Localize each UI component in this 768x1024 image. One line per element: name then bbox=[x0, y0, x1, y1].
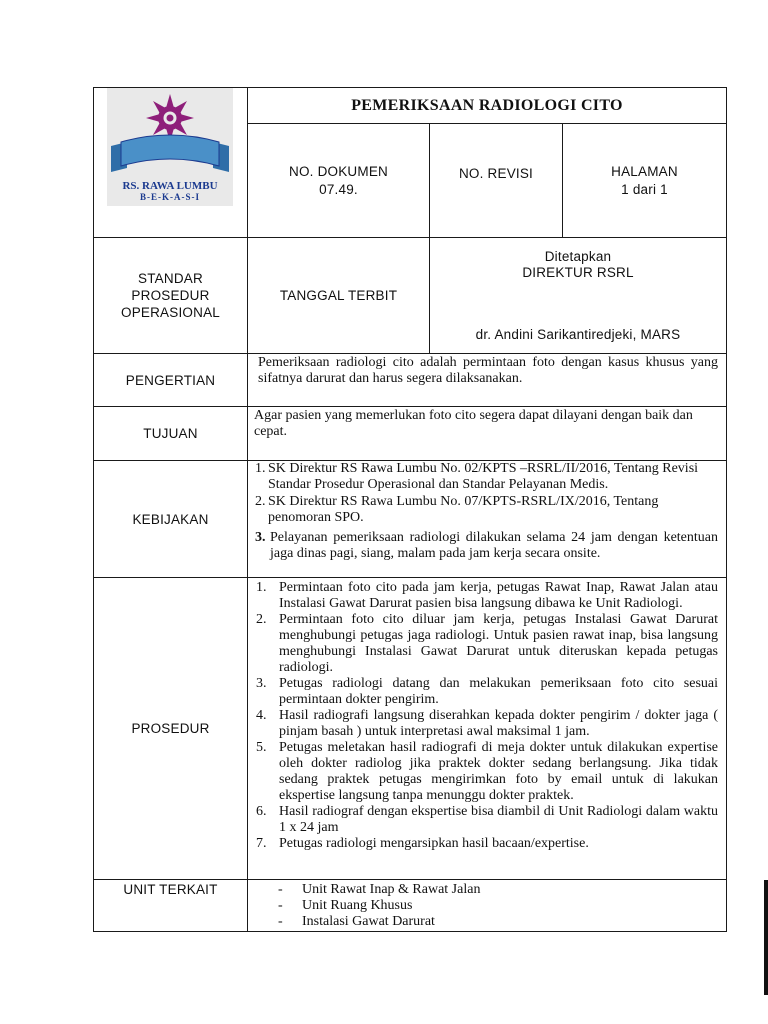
prosedur-content-cell bbox=[247, 577, 727, 880]
spo-label-line2: PROSEDUR bbox=[131, 288, 210, 303]
unit-terkait-dash: - bbox=[278, 898, 283, 913]
kebijakan-label-cell bbox=[93, 460, 248, 578]
prosedur-item-number: 5. bbox=[256, 740, 267, 755]
prosedur-item bbox=[252, 708, 718, 740]
kebijakan-item-text: SK Direktur RS Rawa Lumbu No. 07/KPTS-RSRL/IX/2016, Tentang penomoran SPO. bbox=[268, 494, 659, 525]
unit-terkait-item bbox=[278, 914, 726, 930]
prosedur-item-number: 6. bbox=[256, 804, 267, 819]
prosedur-item bbox=[252, 740, 718, 804]
doc-number-label: NO. DOKUMEN bbox=[289, 164, 388, 179]
unit-terkait-label-cell bbox=[93, 879, 248, 932]
spo-label-line3: OPERASIONAL bbox=[121, 305, 220, 320]
kebijakan-label: KEBIJAKAN bbox=[132, 511, 209, 527]
kebijakan-list bbox=[255, 461, 718, 562]
director-name: dr. Andini Sarikantiredjeki, MARS bbox=[475, 327, 681, 342]
revision-cell bbox=[429, 123, 563, 238]
title-cell bbox=[247, 87, 727, 124]
prosedur-item-number: 2. bbox=[256, 612, 267, 627]
kebijakan-item bbox=[255, 461, 718, 493]
prosedur-item-text: Petugas radiologi mengarsipkan hasil bacaan/expertise. bbox=[279, 836, 589, 851]
hospital-logo bbox=[107, 88, 233, 206]
prosedur-item bbox=[252, 676, 718, 708]
tujuan-label-cell bbox=[93, 406, 248, 461]
unit-terkait-item-text: Instalasi Gawat Darurat bbox=[302, 914, 435, 929]
kebijakan-item-number: 1. bbox=[255, 461, 266, 476]
page-cell bbox=[562, 123, 727, 238]
prosedur-item-text: Petugas meletakan hasil radiografi di meja dokter untuk dilakukan expertise oleh dokter radiolog jika praktek dokter sedang berlangsung. Jika tidak sedang praktek petugas mengirimkan foto by email untuk di lakukan ekspertise langsung tanpa menunggu dokter praktek. bbox=[279, 740, 718, 803]
logo-name-text: RS. RAWA LUMBU bbox=[122, 180, 218, 192]
unit-terkait-dash: - bbox=[278, 882, 283, 897]
kebijakan-item-number: 3. bbox=[255, 530, 266, 545]
unit-terkait-list bbox=[248, 882, 726, 930]
prosedur-item bbox=[252, 612, 718, 676]
issue-date-cell bbox=[247, 237, 430, 354]
tujuan-label: TUJUAN bbox=[143, 426, 198, 441]
tujuan-text: Agar pasien yang memerlukan foto cito segera dapat dilayani dengan baik dan cepat. bbox=[254, 408, 693, 439]
unit-terkait-item bbox=[278, 882, 726, 898]
banner-ribbon-icon bbox=[111, 135, 229, 172]
prosedur-item-text: Permintaan foto cito diluar jam kerja, petugas Instalasi Gawat Darurat menghubungi petugas jaga radiologi. Untuk pasien rawat inap, bisa langsung menghubungi Instalasi Gawat Darurat untuk diteruskan kepada petugas radiologi. bbox=[279, 612, 718, 675]
unit-terkait-dash: - bbox=[278, 914, 283, 929]
approved-line1: Ditetapkan bbox=[544, 249, 612, 264]
prosedur-item-text: Hasil radiografi langsung diserahkan kepada dokter pengirim / dokter jaga ( pinjam basah ) untuk interpretasi awal maksimal 1 jam. bbox=[279, 708, 718, 739]
doc-number-cell bbox=[247, 123, 430, 238]
hospital-logo-graphic bbox=[107, 88, 233, 206]
prosedur-item-number: 7. bbox=[256, 836, 267, 851]
prosedur-item-text: Petugas radiologi datang dan melakukan pemeriksaan foto cito sesuai permintaan dokter pengirim. bbox=[279, 676, 718, 707]
issue-date-label: TANGGAL TERBIT bbox=[279, 288, 398, 303]
document-title: PEMERIKSAAN RADIOLOGI CITO bbox=[351, 96, 623, 114]
prosedur-list bbox=[252, 580, 718, 852]
approved-line2: DIREKTUR RSRL bbox=[522, 265, 634, 280]
tujuan-content-cell bbox=[247, 406, 727, 461]
unit-terkait-item-text: Unit Rawat Inap & Rawat Jalan bbox=[302, 882, 481, 897]
unit-terkait-item-text: Unit Ruang Khusus bbox=[302, 898, 413, 913]
page-edge-mark bbox=[764, 880, 768, 995]
page-label: HALAMAN bbox=[611, 164, 678, 179]
unit-terkait-label: UNIT TERKAIT bbox=[123, 882, 218, 897]
revision-label: NO. REVISI bbox=[458, 166, 533, 181]
spo-label-line1: STANDAR bbox=[138, 271, 203, 286]
pengertian-content-cell bbox=[247, 353, 727, 407]
kebijakan-item-text: SK Direktur RS Rawa Lumbu No. 02/KPTS –RSRL/II/2016, Tentang Revisi Standar Prosedur Operasional dan Standar Pelayanan Medis. bbox=[268, 461, 699, 492]
pengertian-label-cell bbox=[93, 353, 248, 407]
prosedur-item bbox=[252, 580, 718, 612]
logo-city-text: B-E-K-A-S-I bbox=[140, 192, 200, 202]
kebijakan-item-text: Pelayanan pemeriksaan radiologi dilakukan selama 24 jam dengan ketentuan jaga dinas pagi, siang, malam pada jam kerja secara onsite. bbox=[270, 530, 718, 561]
prosedur-item bbox=[252, 804, 718, 836]
kebijakan-item-number: 2. bbox=[255, 494, 266, 509]
kebijakan-content-cell bbox=[247, 460, 727, 578]
unit-terkait-item bbox=[278, 898, 726, 914]
approval-cell bbox=[429, 237, 727, 354]
doc-number-value: 07.49. bbox=[319, 182, 358, 197]
prosedur-label: PROSEDUR bbox=[131, 721, 210, 736]
prosedur-item-text: Hasil radiograf dengan ekspertise bisa diambil di Unit Radiologi dalam waktu 1 x 24 jam bbox=[279, 804, 718, 835]
prosedur-item-number: 1. bbox=[256, 580, 267, 595]
pengertian-text: Pemeriksaan radiologi cito adalah permintaan foto dengan kasus khusus yang sifatnya darurat dan harus segera dilaksanakan. bbox=[258, 355, 718, 386]
prosedur-label-cell bbox=[93, 577, 248, 880]
prosedur-item-number: 4. bbox=[256, 708, 267, 723]
prosedur-item-text: Permintaan foto cito pada jam kerja, petugas Rawat Inap, Rawat Jalan atau Instalasi Gawat Darurat pasien bisa langsung dibawa ke Unit Radiologi. bbox=[279, 580, 718, 611]
unit-terkait-content-cell bbox=[247, 879, 727, 932]
kebijakan-item bbox=[255, 530, 718, 562]
pengertian-label: PENGERTIAN bbox=[125, 372, 216, 388]
page-value: 1 dari 1 bbox=[621, 182, 668, 197]
prosedur-item bbox=[252, 836, 718, 852]
kebijakan-item bbox=[255, 494, 718, 526]
spo-label-cell bbox=[93, 237, 248, 354]
prosedur-item-number: 3. bbox=[256, 676, 267, 691]
